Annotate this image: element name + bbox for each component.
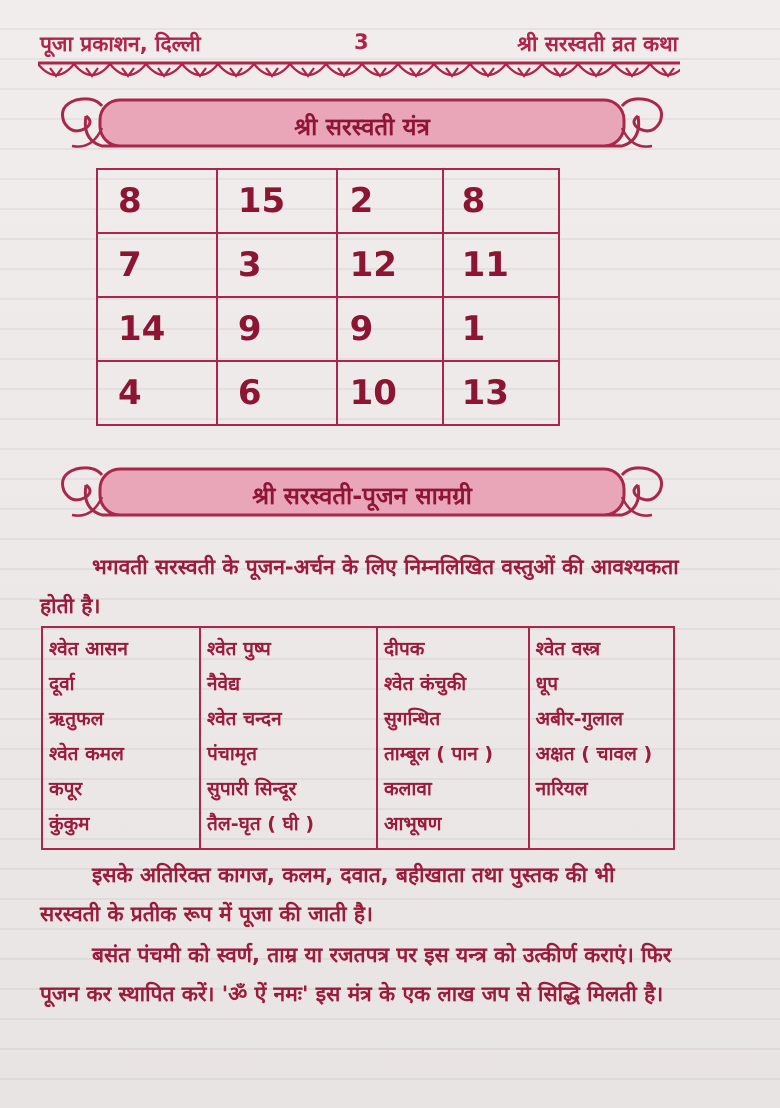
yantra-cell: 6 bbox=[217, 361, 337, 425]
border-scallop bbox=[254, 64, 290, 75]
samagri-item: श्वेत आसन bbox=[49, 638, 128, 660]
samagri-item: दीपक bbox=[383, 638, 425, 660]
paragraph-additional-items: इसके अतिरिक्त कागज, कलम, दवात, बहीखाता तथा पुस्तक की भी सरस्वती के प्रतीक रूप में पूजा की जाती है। bbox=[40, 863, 615, 926]
samagri-item: श्वेत कमल bbox=[49, 743, 124, 765]
yantra-row bbox=[97, 169, 559, 233]
yantra-cell: 11 bbox=[443, 233, 559, 297]
samagri-item: कपूर bbox=[49, 778, 83, 800]
yantra-cell: 2 bbox=[337, 169, 443, 233]
samagri-column bbox=[529, 627, 674, 849]
border-scallop bbox=[182, 64, 218, 75]
samagri-item: श्वेत चन्दन bbox=[207, 708, 282, 730]
header-publisher: पूजा प्रकाशन, दिल्ली bbox=[40, 32, 201, 56]
samagri-item: कुंकुम bbox=[49, 813, 90, 835]
samagri-item: आभूषण bbox=[383, 813, 442, 835]
samagri-table bbox=[41, 626, 675, 850]
border-scallop bbox=[398, 64, 434, 75]
samagri-item: कलावा bbox=[383, 778, 432, 800]
yantra-cell: 10 bbox=[337, 361, 443, 425]
samagri-item: अबीर-गुलाल bbox=[535, 708, 623, 730]
border-scallop bbox=[74, 64, 110, 75]
yantra-cell: 9 bbox=[337, 297, 443, 361]
border-scallop bbox=[470, 64, 506, 75]
samagri-item: नारियल bbox=[535, 778, 588, 800]
yantra-cell: 8 bbox=[443, 169, 559, 233]
paragraph-basant-panchami: बसंत पंचमी को स्वर्ण, ताम्र या रजतपत्र पर इस यन्त्र को उत्कीर्ण कराएं। फिर पूजन कर स्थापित करें। 'ॐ ऐं नमः' इस मंत्र के एक लाख जप से सिद्धि मिलती है। bbox=[40, 943, 672, 1006]
yantra-grid bbox=[96, 168, 560, 426]
border-scallop bbox=[506, 64, 542, 75]
samagri-item: ताम्बूल ( पान ) bbox=[383, 743, 494, 765]
yantra-row bbox=[97, 233, 559, 297]
border-scallop bbox=[578, 64, 614, 75]
samagri-item: श्वेत कंचुकी bbox=[383, 673, 467, 695]
samagri-column bbox=[200, 627, 377, 849]
border-scallop bbox=[542, 64, 578, 75]
border-scallop bbox=[290, 64, 326, 75]
yantra-cell: 4 bbox=[97, 361, 217, 425]
samagri-item: श्वेत वस्त्र bbox=[535, 638, 601, 660]
yantra-cell: 9 bbox=[217, 297, 337, 361]
yantra-cell: 1 bbox=[443, 297, 559, 361]
yantra-cell: 3 bbox=[217, 233, 337, 297]
samagri-item: दूर्वा bbox=[49, 673, 75, 695]
yantra-cell: 12 bbox=[337, 233, 443, 297]
border-scallop bbox=[434, 64, 470, 75]
border-scallop bbox=[614, 64, 650, 75]
samagri-title: श्री सरस्वती-पूजन सामग्री bbox=[252, 482, 472, 510]
border-scallop bbox=[362, 64, 398, 75]
border-scallop bbox=[326, 64, 362, 75]
samagri-item: श्वेत पुष्प bbox=[207, 638, 271, 660]
samagri-column bbox=[377, 627, 529, 849]
border-scallop bbox=[218, 64, 254, 75]
decorative-border bbox=[38, 60, 680, 82]
samagri-item: सुगन्धित bbox=[383, 708, 441, 730]
samagri-item: सुपारी सिन्दूर bbox=[207, 778, 297, 800]
samagri-item: ऋतुफल bbox=[49, 708, 104, 730]
yantra-cell: 7 bbox=[97, 233, 217, 297]
samagri-intro: भगवती सरस्वती के पूजन-अर्चन के लिए निम्नलिखित वस्तुओं की आवश्यकता होती है। bbox=[40, 555, 679, 618]
border-scallop bbox=[146, 64, 182, 75]
yantra-row bbox=[97, 361, 559, 425]
border-scallop bbox=[110, 64, 146, 75]
yantra-cell: 8 bbox=[97, 169, 217, 233]
header-page-number: 3 bbox=[354, 30, 369, 54]
yantra-cell: 14 bbox=[97, 297, 217, 361]
yantra-row bbox=[97, 297, 559, 361]
border-scallop bbox=[38, 64, 74, 75]
yantra-cell: 13 bbox=[443, 361, 559, 425]
yantra-title: श्री सरस्वती यंत्र bbox=[294, 113, 430, 141]
samagri-item: पंचामृत bbox=[207, 743, 257, 765]
samagri-column bbox=[42, 627, 200, 849]
yantra-cell: 15 bbox=[217, 169, 337, 233]
samagri-item: अक्षत ( चावल ) bbox=[535, 743, 653, 765]
samagri-item: तैल-घृत ( घी ) bbox=[207, 813, 315, 835]
samagri-item: धूप bbox=[535, 673, 559, 695]
samagri-item: नैवेद्य bbox=[207, 673, 241, 695]
header-book-title: श्री सरस्वती व्रत कथा bbox=[517, 32, 678, 56]
